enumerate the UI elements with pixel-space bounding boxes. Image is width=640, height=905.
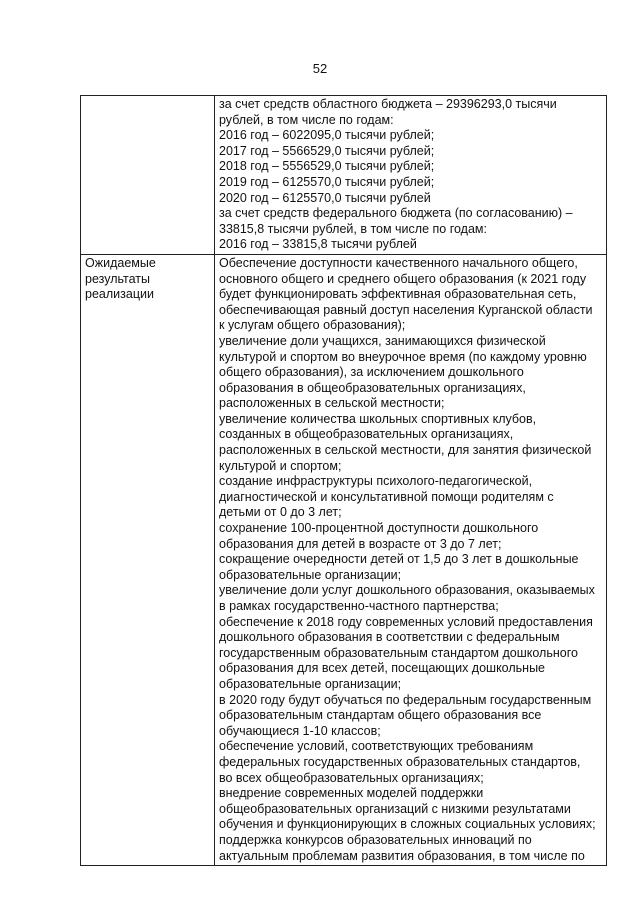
text-line: 2020 год – 6125570,0 тысячи рублей (219, 190, 431, 205)
text-line: диагностической и консультативной помощи родителям с (219, 489, 554, 504)
table-row (81, 254, 607, 865)
text-line: общего образования), за исключением дошкольного (219, 365, 524, 380)
text-line: в рамках государственно-частного партнерства; (219, 599, 499, 613)
text-line: основного общего и среднего общего образования (к 2021 году (219, 271, 587, 286)
text-line: федеральных государственных образовательных стандартов, (219, 754, 581, 769)
page-number: 52 (312, 61, 328, 76)
text-line: образовательные организации; (219, 567, 402, 582)
text-line: обеспечение к 2018 году современных условий предоставления (219, 614, 593, 629)
text-line: образовательные организации; (219, 676, 402, 691)
text-line: 33815,8 тысячи рублей, в том числе по годам: (219, 221, 487, 236)
row-content-cell (215, 96, 607, 255)
text-line: образования в общеобразовательных организациях, (219, 380, 526, 395)
text-line: увеличение количества школьных спортивных клубов, (219, 411, 537, 426)
text-line: культурой и спортом во внеурочное время (по каждому уровню (219, 349, 587, 364)
text-line: созданных в общеобразовательных организациях, (219, 427, 514, 442)
text-line: будет функционировать эффективная образовательная сеть, (219, 287, 577, 302)
text-line: 2018 год – 5556529,0 тысячи рублей; (219, 159, 435, 174)
text-line: поддержка конкурсов образовательных инноваций по (219, 832, 532, 847)
row-label-cell (81, 96, 215, 255)
text-line: 2019 год – 6125570,0 тысячи рублей; (219, 174, 435, 189)
row-label-line: реализации (85, 287, 154, 302)
text-line: обучения и функционирующих в сложных социальных условиях; (219, 817, 596, 832)
text-line: внедрение современных моделей поддержки (219, 786, 484, 801)
text-line: дошкольного образования в соответствии с федеральным (219, 630, 560, 645)
text-line: актуальным проблемам развития образования, в том числе по (219, 848, 585, 863)
row-label-line: результаты (85, 271, 150, 286)
text-line: за счет средств областного бюджета – 29396293,0 тысячи (219, 97, 557, 111)
text-line: детьми от 0 до 3 лет; (219, 505, 342, 520)
text-line: к услугам общего образования); (219, 318, 406, 333)
text-line: 2016 год – 6022095,0 тысячи рублей; (219, 128, 435, 143)
text-line: за счет средств федерального бюджета (по согласованию) – (219, 206, 573, 221)
text-line: образования для детей в возрасте от 3 до 7 лет; (219, 536, 502, 551)
text-line: рублей, в том числе по годам: (219, 112, 394, 127)
program-passport-table (80, 95, 607, 866)
text-line: расположенных в сельской местности, для занятия физической (219, 443, 592, 458)
text-line: обеспечивающая равный доступ населения Курганской области (219, 302, 593, 317)
row-content-cell (215, 254, 607, 865)
text-line: Обеспечение доступности качественного начального общего, (219, 255, 578, 270)
text-line: образовательным стандартам общего образования все (219, 708, 542, 723)
text-line: в 2020 году будут обучаться по федеральным государственным (219, 692, 592, 707)
text-line: 2017 год – 5566529,0 тысячи рублей; (219, 143, 435, 158)
text-line: обеспечение условий, соответствующих требованиям (219, 739, 534, 754)
text-line: культурой и спортом; (219, 458, 342, 473)
row-label-cell (81, 254, 215, 865)
text-line: обучающиеся 1-10 классов; (219, 723, 381, 738)
text-line: увеличение доли учащихся, занимающихся физической (219, 333, 546, 348)
text-line: сохранение 100-процентной доступности дошкольного (219, 521, 539, 536)
text-line: во всех общеобразовательных организациях; (219, 770, 484, 785)
text-line: сокращение очередности детей от 1,5 до 3 лет в дошкольные (219, 552, 579, 567)
table-row (81, 96, 607, 255)
text-line: общеобразовательных организаций с низкими результатами (219, 801, 571, 816)
text-line: расположенных в сельской местности; (219, 396, 445, 411)
row-label-line: Ожидаемые (85, 255, 156, 270)
text-line: 2016 год – 33815,8 тысячи рублей (219, 237, 417, 252)
text-line: увеличение доли услуг дошкольного образования, оказываемых (219, 583, 595, 598)
text-line: образования для всех детей, посещающих дошкольные (219, 661, 546, 676)
text-line: создание инфраструктуры психолого-педагогической, (219, 474, 533, 489)
text-line: государственным образовательным стандартом дошкольного (219, 645, 578, 660)
